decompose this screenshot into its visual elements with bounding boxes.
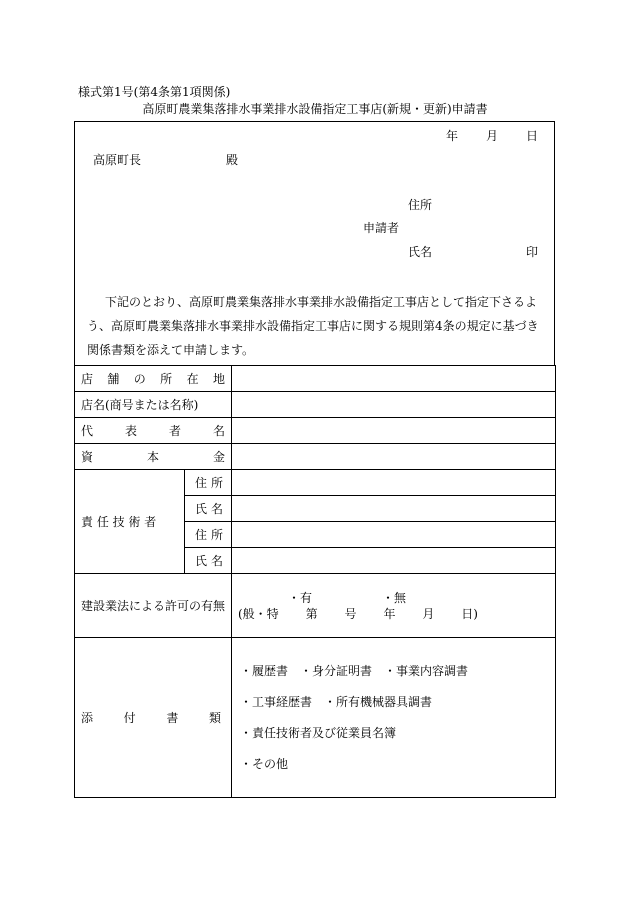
row-permit — [75, 574, 556, 638]
name-label: 氏名 — [408, 245, 433, 259]
label-char: 所 — [210, 528, 223, 542]
permit-label: 建設業法による許可の有無 — [75, 574, 232, 638]
form-number: 様式第1号(第4条第1項関係) — [78, 85, 231, 99]
application-statement-box — [74, 121, 555, 365]
label-char: 舗 — [107, 372, 120, 386]
label-char: 氏 — [195, 554, 208, 568]
attachment-item: ・工事経歴書 ・所有機械器具調書 — [240, 695, 433, 709]
attachment-item: ・履歴書 ・身分証明書 ・事業内容調書 — [240, 664, 469, 678]
engineer-name-field-1[interactable] — [232, 496, 556, 522]
label-char: 資 — [81, 450, 94, 464]
store-location-label — [75, 370, 231, 387]
date-day: 日 — [525, 129, 538, 143]
label-char: 書 — [166, 711, 179, 725]
label-char: 類 — [208, 711, 221, 725]
date-year: 年 — [445, 129, 458, 143]
application-body — [87, 290, 547, 362]
label-char: 名 — [212, 424, 225, 438]
capital-field[interactable] — [232, 444, 556, 470]
label-char: 月 — [422, 607, 435, 621]
store-name-label: 店名(商号または名称) — [75, 392, 232, 418]
engineer-address-field-1[interactable] — [232, 470, 556, 496]
label-char: 号 — [344, 607, 357, 621]
permit-no-option[interactable]: ・無 — [382, 591, 407, 605]
store-location-field[interactable] — [232, 366, 556, 392]
row-capital — [75, 444, 556, 470]
application-table — [74, 365, 556, 798]
label-char: 者 — [168, 424, 181, 438]
label-char: 名 — [210, 554, 223, 568]
label-char: 所 — [160, 372, 173, 386]
attachment-item: ・責任技術者及び従業員名簿 — [240, 726, 397, 740]
permit-field — [232, 574, 556, 638]
row-store-name — [75, 392, 556, 418]
label-char: 付 — [123, 711, 136, 725]
permit-yes-option[interactable]: ・有 — [288, 591, 313, 605]
attachment-item: ・その他 — [240, 757, 289, 771]
engineer-address-field-2[interactable] — [232, 522, 556, 548]
representative-label — [75, 422, 231, 439]
label-char: 氏 — [195, 502, 208, 516]
label-char: 本 — [146, 450, 159, 464]
date-month: 月 — [485, 129, 498, 143]
engineer-address-label-2 — [185, 526, 231, 543]
date-line — [446, 130, 538, 142]
label-char: 代 — [81, 424, 94, 438]
label-char: の — [133, 372, 146, 386]
label-char: 住 — [195, 528, 208, 542]
label-char: 添 — [81, 711, 94, 725]
row-representative — [75, 418, 556, 444]
attachments-label — [75, 709, 231, 726]
engineer-name-label-2 — [185, 552, 231, 569]
row-engineer-1 — [75, 470, 556, 496]
addressee: 高原町長 — [93, 153, 142, 167]
label-char: 店 — [81, 372, 94, 386]
attachments-list — [232, 638, 556, 798]
label-char: 日) — [461, 607, 478, 621]
row-attachments — [75, 638, 556, 798]
label-char: (般・特 — [238, 607, 279, 621]
chief-engineer-label: 責 任 技 術 者 — [75, 470, 185, 574]
label-char: 名 — [210, 502, 223, 516]
engineer-name-field-2[interactable] — [232, 548, 556, 574]
label-char: 年 — [383, 607, 396, 621]
label-char: 表 — [124, 424, 137, 438]
form-title: 高原町農業集落排水事業排水設備指定工事店(新規・更新)申請書 — [142, 102, 488, 116]
application-body-text: 下記のとおり、高原町農業集落排水事業排水設備指定工事店として指定下さるよう、高原町農業集落排水事業排水設備指定工事店に関する規則第4条の規定に基づき関係書類を添えて申請します。 — [87, 295, 539, 357]
label-char: 金 — [212, 450, 225, 464]
seal-label: 印 — [525, 245, 538, 259]
label-char: 所 — [210, 476, 223, 490]
engineer-name-label-1 — [185, 500, 231, 517]
label-char: 地 — [212, 372, 225, 386]
capital-label — [75, 448, 231, 465]
honorific: 殿 — [226, 153, 239, 167]
label-char: 在 — [186, 372, 199, 386]
engineer-address-label-1 — [185, 474, 231, 491]
address-label: 住所 — [408, 198, 433, 212]
permit-detail — [238, 608, 478, 620]
representative-field[interactable] — [232, 418, 556, 444]
applicant-label: 申請者 — [363, 221, 400, 235]
label-char: 第 — [305, 607, 318, 621]
store-name-field[interactable] — [232, 392, 556, 418]
label-char: 住 — [195, 476, 208, 490]
row-store-location — [75, 366, 556, 392]
